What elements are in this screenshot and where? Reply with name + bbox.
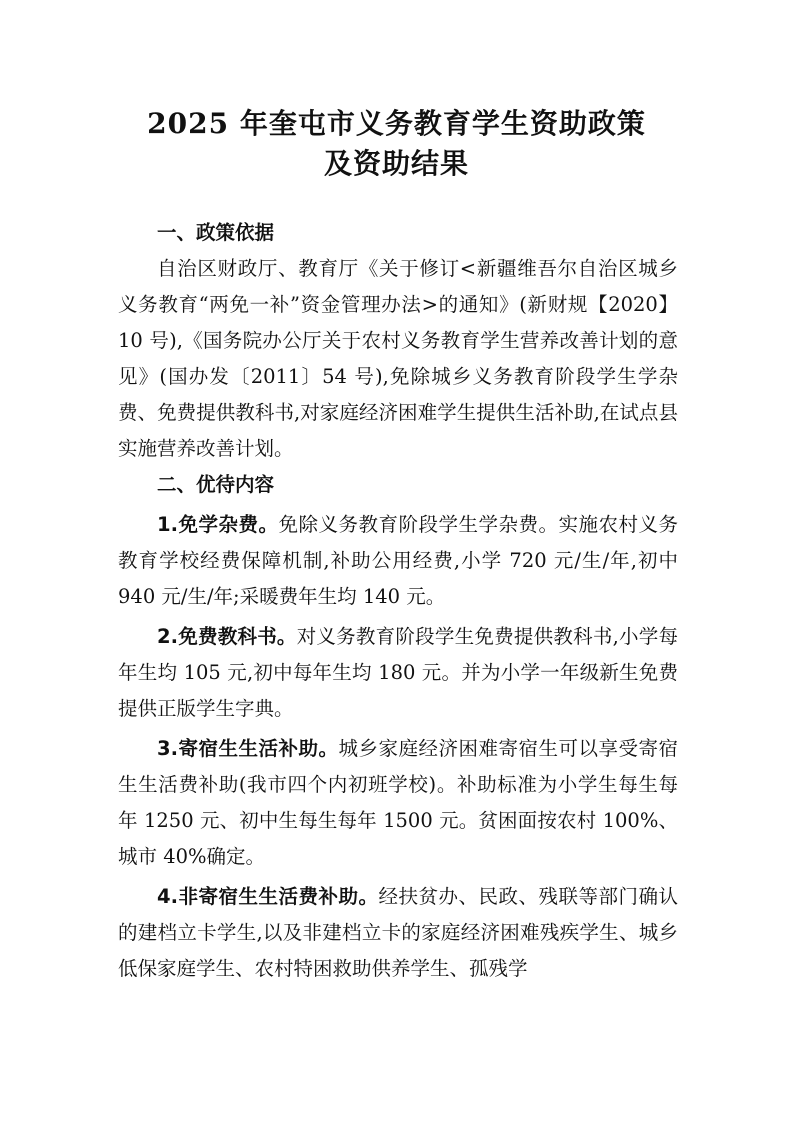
item-4 — [118, 879, 678, 987]
item-4-text: 经扶贫办、民政、残联等部门确认的建档立卡学生,以及非建档立卡的家庭经济困难残疾学生、城乡低保家庭学生、农村特困救助供养学生、孤残学 — [118, 885, 678, 980]
document-title-line1: 2025 年奎屯市义务教育学生资助政策 — [147, 107, 646, 140]
item-1-lead: 1.免学杂费。 — [157, 513, 279, 536]
section2-heading: 二、优待内容 — [157, 473, 275, 496]
item-4-lead: 4.非寄宿生生活费补助。 — [157, 885, 379, 908]
item-2-lead: 2.免费教科书。 — [157, 625, 297, 648]
item-3 — [118, 731, 678, 875]
item-3-lead: 3.寄宿生生活补助。 — [157, 737, 339, 760]
item-3-text: 城乡家庭经济困难寄宿生可以享受寄宿生生活费补助(我市四个内初班学校)。补助标准为小学生每生每年 1250 元、初中生每生每年 1500 元。贫困面按农村 100%、城市 40%确定。 — [118, 737, 678, 868]
section1-body: 自治区财政厅、教育厅《关于修订<新疆维吾尔自治区城乡义务教育“两免一补”资金管理办法>的通知》(新财规【2020】10 号),《国务院办公厅关于农村义务教育学生营养改善计划的意见》(国办发〔2011〕54 号),免除城乡义务教育阶段学生学杂费、免费提供教科书,对家庭经济困难学生提供生活补助,在试点县实施营养改善计划。 — [118, 257, 678, 460]
document-title-line2: 及资助结果 — [323, 147, 469, 180]
item-2 — [118, 619, 678, 727]
item-2-text: 对义务教育阶段学生免费提供教科书,小学每年生均 105 元,初中每年生均 180 元。并为小学一年级新生免费提供正版学生字典。 — [118, 625, 678, 720]
item-1-text: 免除义务教育阶段学生学杂费。实施农村义务教育学校经费保障机制,补助公用经费,小学 720 元/生/年,初中 940 元/生/年;采暖费年生均 140 元。 — [118, 513, 678, 608]
section1-heading: 一、政策依据 — [157, 221, 275, 244]
item-1 — [118, 507, 678, 615]
document-content — [118, 215, 678, 987]
